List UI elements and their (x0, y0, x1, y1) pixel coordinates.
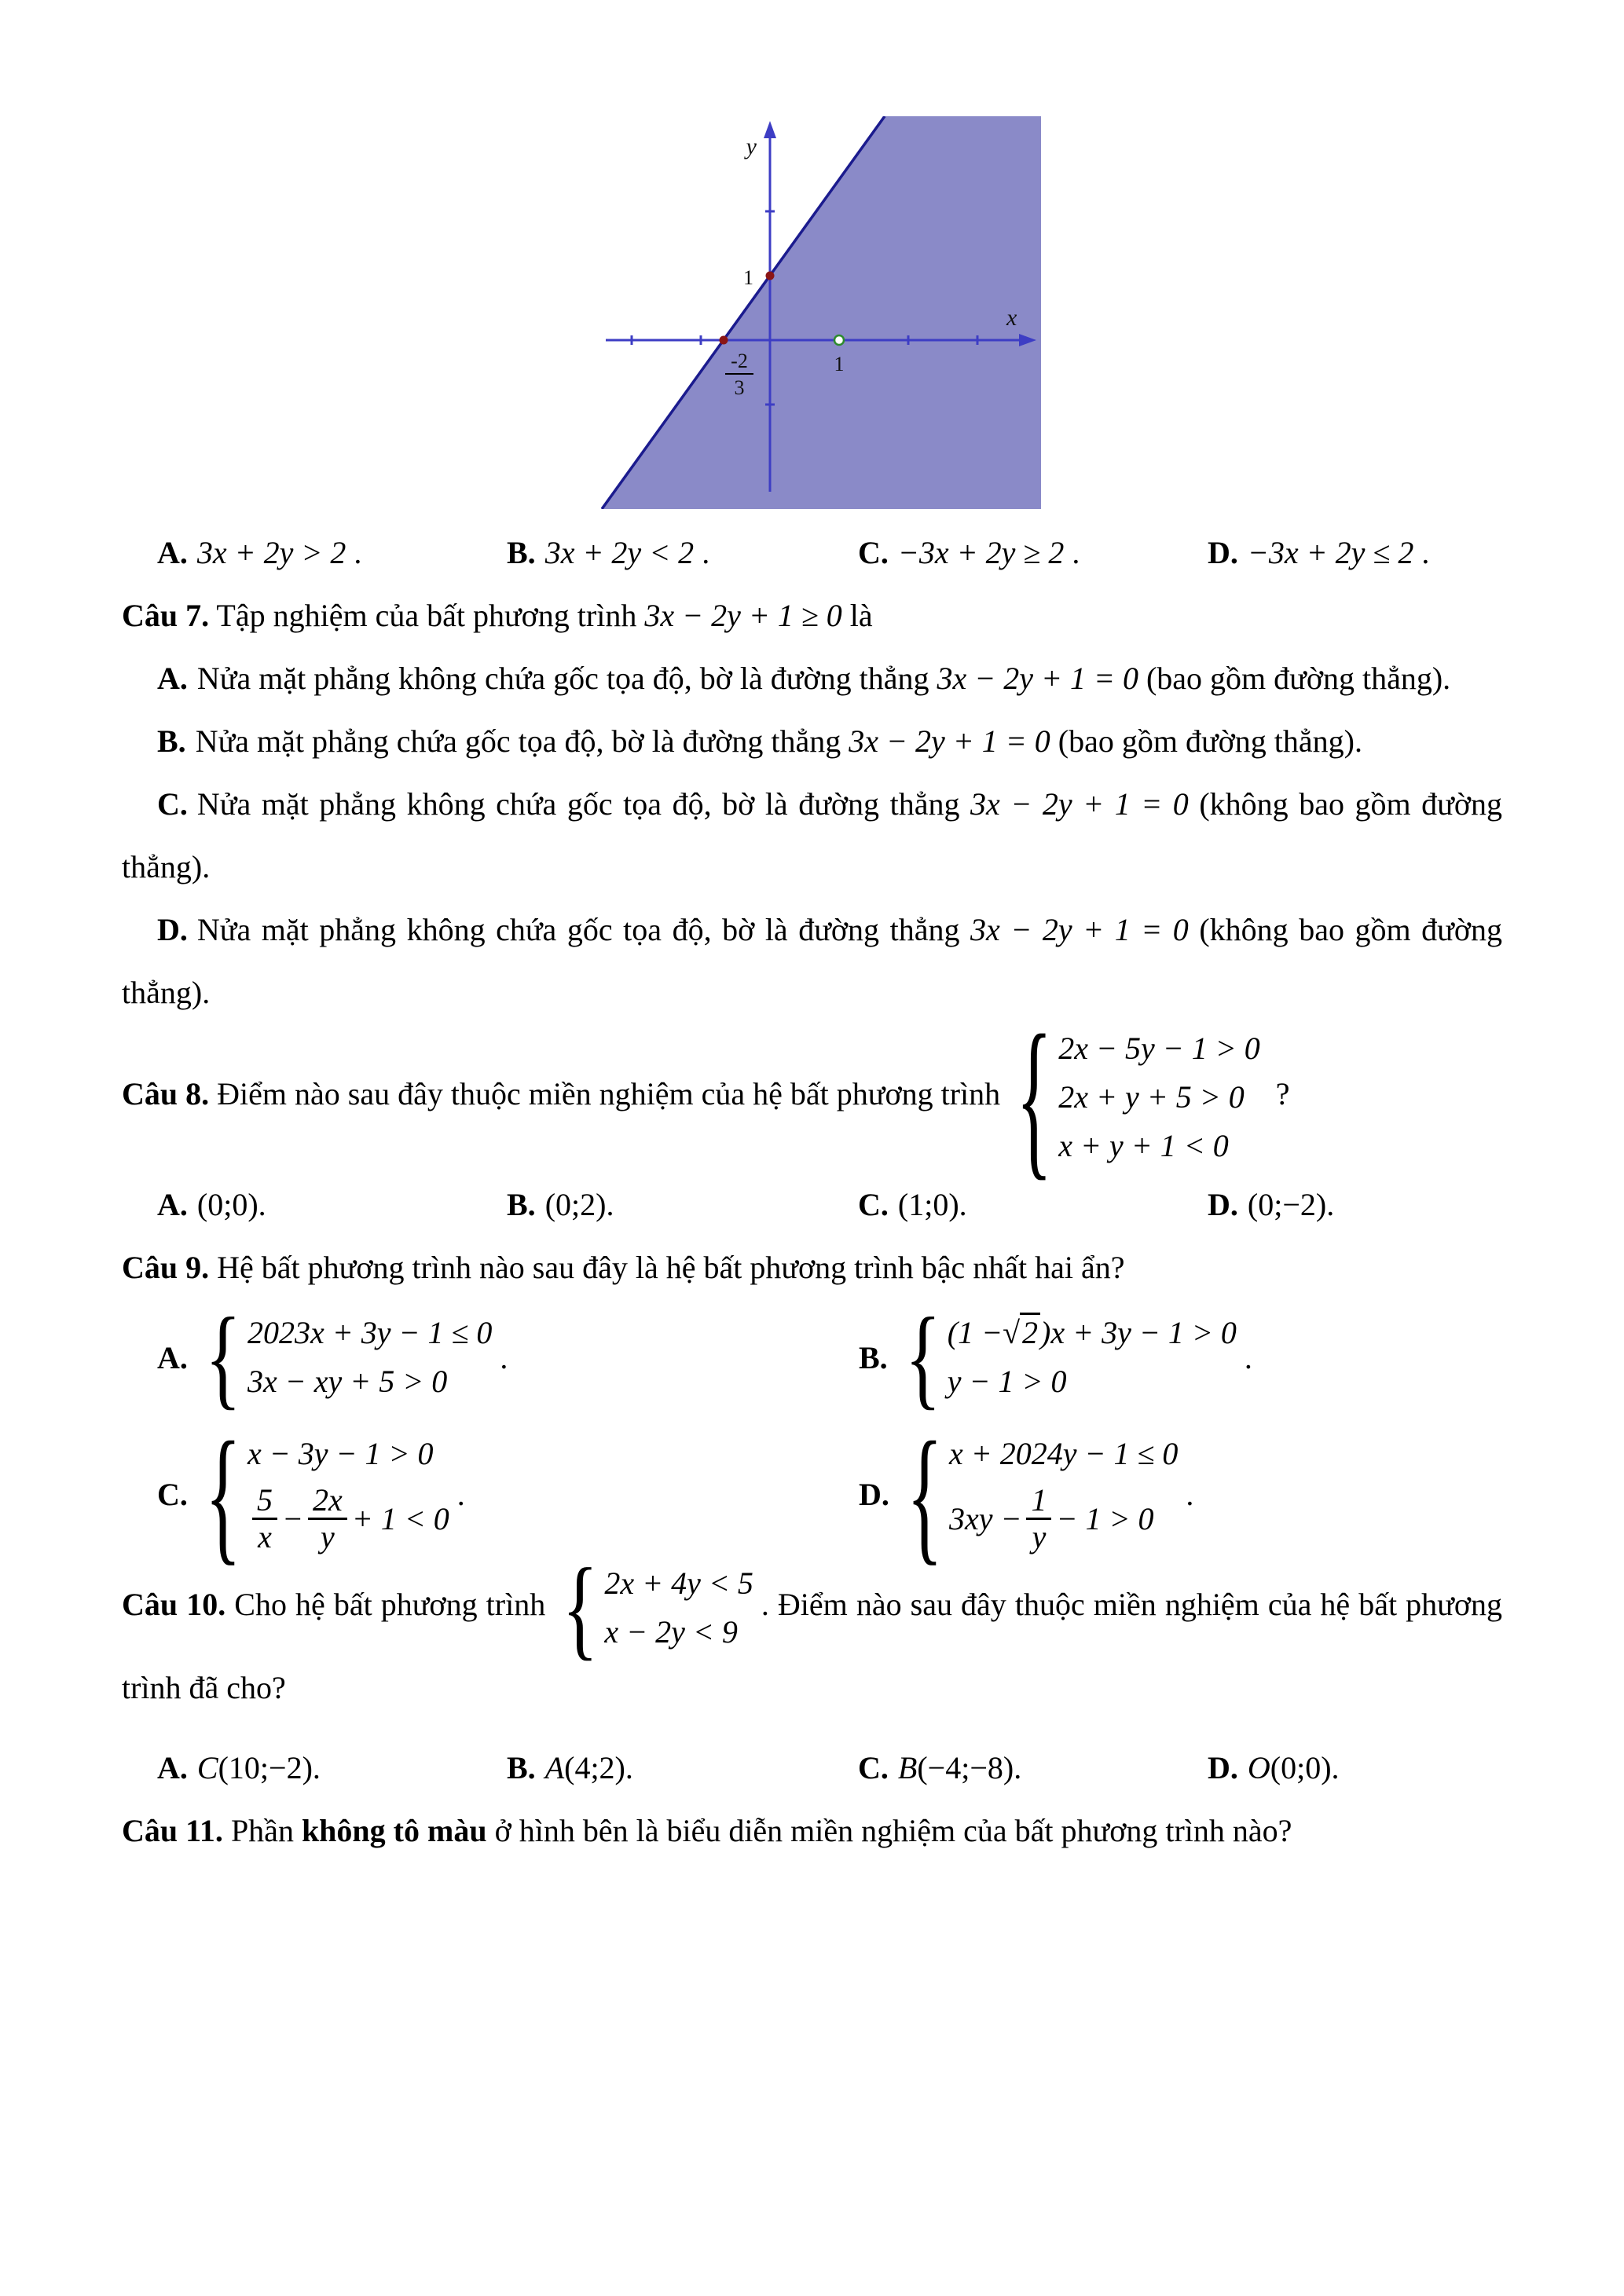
option-text-after: (không bao gồm đường thẳng). (122, 786, 1502, 884)
system-lines (1058, 1024, 1259, 1170)
fraction (308, 1483, 347, 1554)
point-name: A (544, 1750, 565, 1785)
option-text-after: (không bao gồm đường thẳng). (122, 912, 1502, 1010)
left-brace: { (204, 1409, 241, 1578)
q11-stem (122, 1800, 1502, 1862)
option-period: . (1421, 535, 1430, 570)
point-name: B (897, 1750, 918, 1785)
open-point (834, 335, 844, 345)
q8-option-b (507, 1174, 858, 1236)
system-lines (604, 1559, 753, 1657)
fraction-denominator: 3 (734, 376, 745, 399)
page-content (122, 0, 1502, 1862)
q10-option-c (858, 1737, 1208, 1800)
option-label: D. (1208, 1750, 1238, 1785)
system-lines (948, 1309, 1237, 1406)
q8-option-a (157, 1174, 507, 1236)
q11-label: Câu 11. (122, 1813, 223, 1848)
option-period: . (258, 1187, 266, 1222)
system-of-inequalities (204, 1409, 449, 1578)
q10-option-d (1208, 1737, 1502, 1800)
option-label: A. (157, 661, 188, 696)
option-expression: 3x + 2y < 2 (544, 535, 695, 570)
option-label: D. (1208, 535, 1238, 570)
option-label: B. (507, 535, 536, 570)
system-line: x − 3y − 1 > 0 (247, 1436, 434, 1471)
left-brace: { (562, 1544, 599, 1671)
system-lines (247, 1430, 449, 1559)
system-line: y − 1 > 0 (947, 1364, 1067, 1399)
q9-option-c (157, 1409, 859, 1578)
system-line: 3x − xy + 5 > 0 (247, 1364, 448, 1399)
system-line: 2x − 5y − 1 > 0 (1058, 1031, 1260, 1066)
option-label: A. (157, 535, 188, 570)
q8-text: Điểm nào sau đây thuộc miền nghiệm của hệ bất phương trình (217, 1076, 1001, 1112)
option-period: . (1331, 1750, 1340, 1785)
system-of-inequalities (904, 1294, 1237, 1420)
q6-options-row (157, 522, 1502, 584)
q9-text: Hệ bất phương trình nào sau đây là hệ bất phương trình bậc nhất hai ẩn? (217, 1250, 1125, 1285)
system-line (948, 1309, 1237, 1357)
q11-text: Phần (230, 1813, 294, 1848)
fraction-denominator: x (258, 1519, 272, 1554)
option-period: . (1244, 1339, 1252, 1375)
expression-rest: + 1 < 0 (351, 1501, 449, 1536)
q11-text-after: ở hình bên là biểu diễn miền nghiệm của bất phương trình nào? (494, 1813, 1292, 1848)
option-point: (0;0) (1270, 1750, 1332, 1785)
y-intercept-point (766, 272, 775, 280)
option-text: Nửa mặt phẳng không chứa gốc tọa độ, bờ là đường thẳng (196, 661, 929, 696)
coordinate-figure (601, 116, 1041, 509)
option-text-after: (bao gồm đường thẳng). (1058, 723, 1362, 759)
q8-label: Câu 8. (122, 1076, 210, 1112)
option-period: . (1326, 1187, 1335, 1222)
option-period: . (456, 1477, 465, 1512)
radicand: 2 (1020, 1313, 1040, 1350)
q7-text: Tập nghiệm của bất phương trình (216, 598, 637, 633)
system-line: x + 2024y − 1 ≤ 0 (948, 1436, 1179, 1471)
option-label: C. (858, 1187, 889, 1222)
q10-text: Cho hệ bất phương trình (234, 1587, 546, 1623)
system-line: 2023x + 3y − 1 ≤ 0 (247, 1315, 493, 1350)
left-brace: { (1016, 998, 1053, 1196)
q9-stem (122, 1236, 1502, 1299)
option-label: C. (858, 1750, 889, 1785)
option-label: C. (157, 1477, 188, 1512)
q6-option-c (858, 522, 1208, 584)
option-period: . (1072, 535, 1080, 570)
q6-option-d (1208, 522, 1502, 584)
option-label: B. (507, 1750, 536, 1785)
expression-rest: − 1 > 0 (1056, 1501, 1154, 1536)
q9-options-row-2 (157, 1409, 1502, 1578)
operator: − (281, 1501, 303, 1536)
option-label: D. (859, 1477, 889, 1512)
q7-text-after: là (849, 598, 873, 633)
q10-stem (122, 1544, 1503, 1719)
q9-option-a (157, 1294, 859, 1420)
x-axis-label: x (1006, 305, 1017, 331)
q10-option-a (157, 1737, 507, 1800)
fraction-numerator: 2x (308, 1483, 347, 1520)
q8-options-row (157, 1174, 1502, 1236)
q10-option-b (507, 1737, 858, 1800)
square-root (1003, 1313, 1040, 1350)
fraction-numerator: 5 (252, 1483, 277, 1520)
system-line (949, 1478, 1178, 1559)
q7-label: Câu 7. (122, 598, 210, 633)
expression-open: (1 − (947, 1315, 1003, 1350)
q6-option-b (507, 522, 858, 584)
x-one-label: 1 (834, 353, 845, 375)
q8-stem (122, 998, 1502, 1196)
option-text: Nửa mặt phẳng chứa gốc tọa độ, bờ là đường thẳng (195, 723, 841, 759)
option-label: B. (157, 723, 186, 759)
q8-question-mark: ? (1275, 1076, 1290, 1112)
option-text: Nửa mặt phẳng không chứa gốc tọa độ, bờ là đường thẳng (196, 786, 960, 822)
option-expression: −3x + 2y ≥ 2 (897, 535, 1065, 570)
system-line: x + y + 1 < 0 (1058, 1128, 1229, 1163)
q8-option-d (1208, 1174, 1502, 1236)
q9-option-b (859, 1294, 1502, 1420)
y-axis-label: y (746, 134, 757, 159)
option-expression: 3x − 2y + 1 = 0 (937, 661, 1138, 696)
q9-option-d (859, 1409, 1502, 1578)
option-text-after: (bao gồm đường thẳng). (1146, 661, 1451, 696)
option-point: (0;2) (544, 1187, 607, 1222)
y-arrowhead (764, 121, 776, 138)
system-of-inequalities (562, 1544, 753, 1671)
option-period: . (354, 535, 362, 570)
system-line: 2x + 4y < 5 (604, 1565, 753, 1601)
fraction-numerator: 1 (1026, 1483, 1051, 1520)
q7-expression: 3x − 2y + 1 ≥ 0 (644, 598, 842, 633)
system-of-inequalities (906, 1409, 1179, 1578)
option-period: . (702, 535, 710, 570)
q7-option-c (122, 773, 1502, 899)
option-period: . (1186, 1477, 1194, 1512)
system-of-inequalities (204, 1294, 493, 1420)
q10-options-row (157, 1737, 1502, 1800)
option-label: B. (507, 1187, 536, 1222)
fraction (1026, 1483, 1051, 1554)
system-line: x − 2y < 9 (604, 1614, 738, 1650)
fraction-numerator: -2 (731, 350, 748, 372)
option-period: . (500, 1339, 508, 1375)
option-label: B. (859, 1339, 888, 1375)
fraction-denominator: y (320, 1519, 335, 1554)
option-point: (0;0) (196, 1187, 258, 1222)
system-of-inequalities (1016, 998, 1260, 1196)
fraction (252, 1483, 277, 1554)
x-intercept-point (720, 336, 728, 345)
option-point: (−4;−8) (917, 1750, 1014, 1785)
option-expression: 3x − 2y + 1 = 0 (970, 786, 1189, 822)
left-brace: { (906, 1409, 943, 1578)
option-period: . (1014, 1750, 1022, 1785)
expression-pre: 3xy − (948, 1501, 1022, 1536)
q6-option-a (157, 522, 507, 584)
q7-option-b (122, 710, 1502, 773)
option-expression: 3x − 2y + 1 = 0 (970, 912, 1189, 947)
left-brace: { (904, 1294, 941, 1420)
option-expression: 3x + 2y > 2 (196, 535, 346, 570)
q9-label: Câu 9. (122, 1250, 210, 1285)
option-expression: −3x + 2y ≤ 2 (1247, 535, 1414, 570)
shaded-region (602, 116, 1041, 509)
option-label: C. (157, 786, 188, 822)
option-point: (1;0) (897, 1187, 959, 1222)
option-label: D. (157, 912, 188, 947)
option-period: . (606, 1187, 614, 1222)
option-label: A. (157, 1339, 188, 1375)
q7-stem (122, 584, 1502, 647)
q10-label: Câu 10. (122, 1587, 226, 1623)
option-text: Nửa mặt phẳng không chứa gốc tọa độ, bờ là đường thẳng (196, 912, 960, 947)
fraction-denominator: y (1032, 1519, 1047, 1554)
q10-text-after: . Điểm nào sau đây thuộc miền nghiệm của hệ bất phương trình đã cho? (122, 1587, 1503, 1705)
option-label: A. (157, 1187, 188, 1222)
option-label: D. (1208, 1187, 1238, 1222)
option-period: . (625, 1750, 633, 1785)
system-line (247, 1478, 449, 1559)
option-point: (4;2) (564, 1750, 625, 1785)
expression-close: )x + 3y − 1 > 0 (1040, 1315, 1237, 1350)
option-period: . (959, 1187, 967, 1222)
option-point: (10;−2) (218, 1750, 313, 1785)
option-label: A. (157, 1750, 188, 1785)
q7-option-d (122, 899, 1502, 1024)
point-name: C (196, 1750, 218, 1785)
q11-bold-text: không tô màu (301, 1813, 487, 1848)
q7-option-a (122, 647, 1502, 710)
system-line: 2x + y + 5 > 0 (1058, 1079, 1245, 1115)
radical-icon: √ (1003, 1315, 1021, 1350)
option-period: . (312, 1750, 321, 1785)
option-label: C. (858, 535, 889, 570)
q9-options-row-1 (157, 1294, 1502, 1420)
point-name: O (1247, 1750, 1270, 1785)
system-lines (247, 1309, 492, 1406)
option-point: (0;−2) (1247, 1187, 1327, 1222)
left-brace: { (204, 1294, 241, 1420)
y-one-label: 1 (743, 266, 753, 289)
option-expression: 3x − 2y + 1 = 0 (849, 723, 1050, 759)
system-lines (949, 1430, 1178, 1559)
